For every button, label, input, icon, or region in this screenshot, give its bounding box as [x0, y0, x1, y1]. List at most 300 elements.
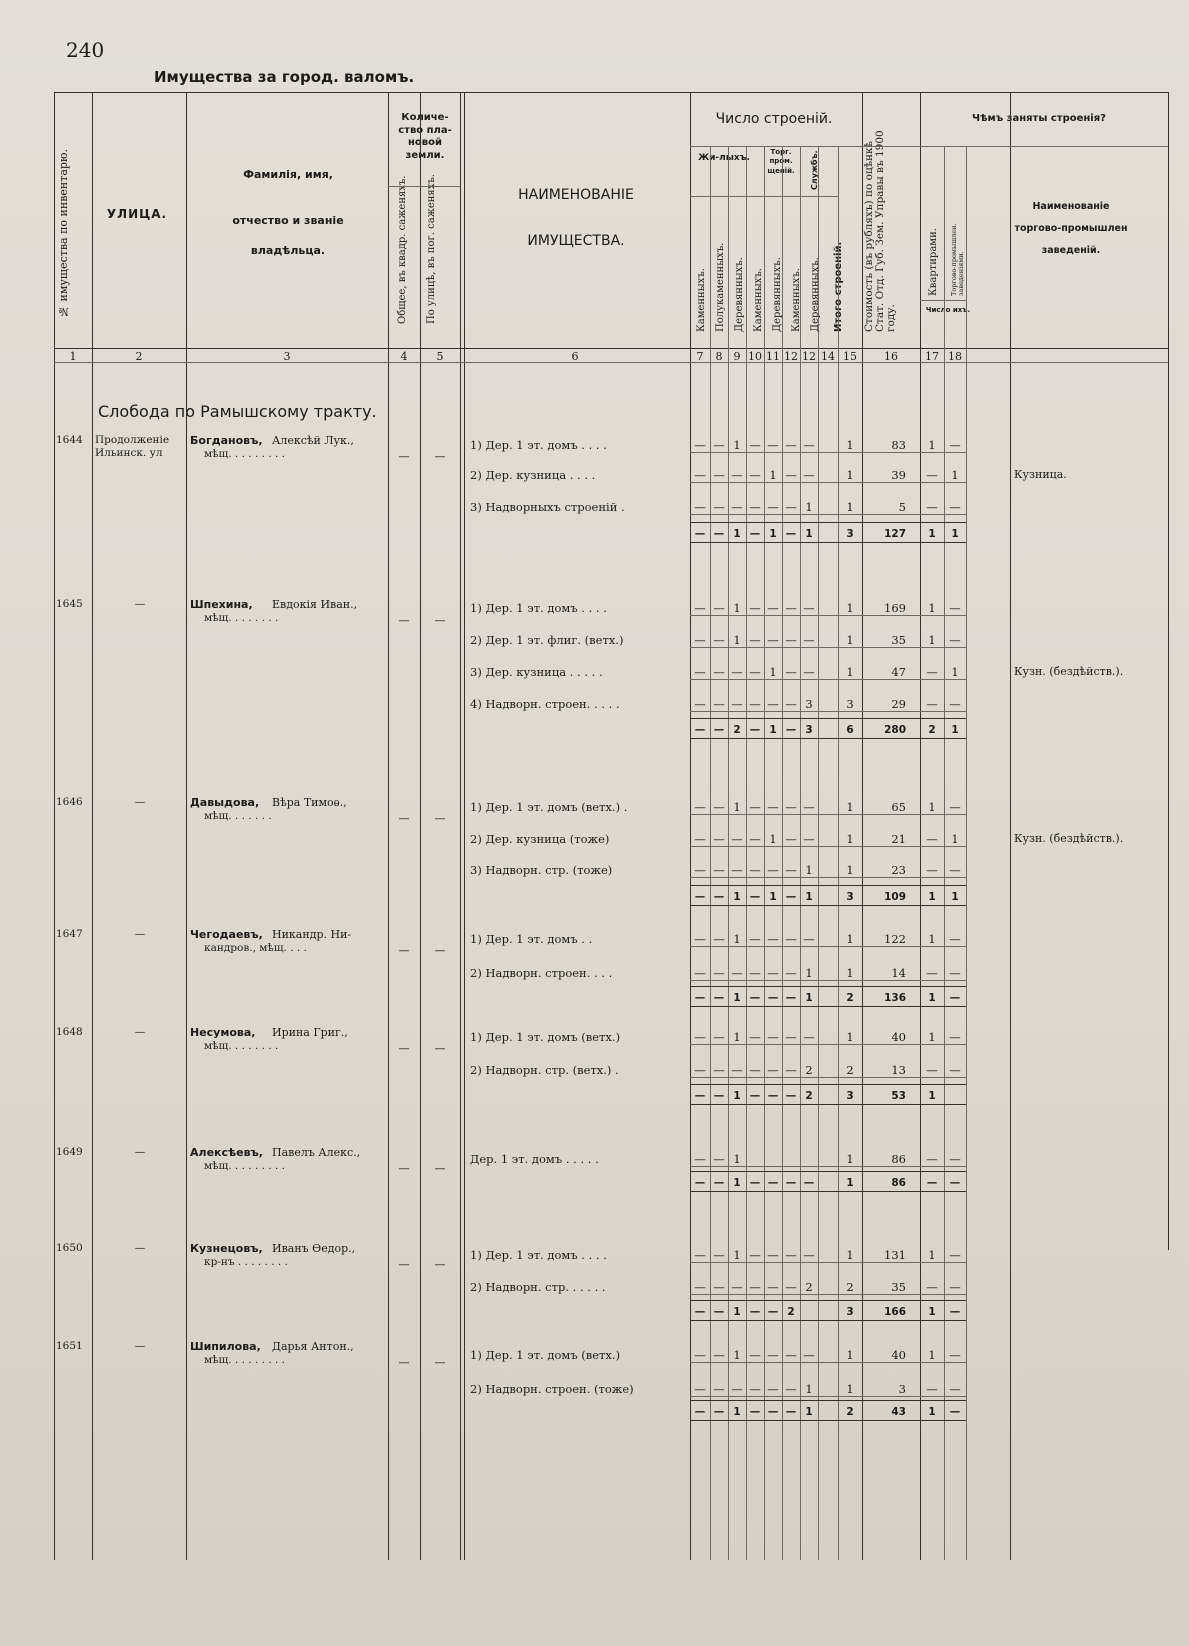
- establishments-count: —: [949, 966, 961, 980]
- building-count-cell: 1: [846, 665, 854, 679]
- owner-surname: Шпехина,: [190, 598, 253, 611]
- property-item-name: 1) Дер. 1 эт. домъ . . . .: [470, 601, 607, 615]
- building-count-cell: 1: [733, 633, 741, 647]
- building-count-cell: —: [713, 633, 725, 647]
- apartments-count: 1: [928, 601, 936, 615]
- building-count-cell: —: [749, 1348, 761, 1362]
- building-count-cell: 1: [733, 1248, 741, 1262]
- header-service: Службъ.: [810, 150, 819, 190]
- building-count-cell: —: [731, 1280, 743, 1294]
- building-count-cell: —: [785, 1063, 797, 1077]
- property-item-name: 1) Дер. 1 эт. домъ (ветх.): [470, 1030, 621, 1044]
- building-count-cell: 1: [769, 665, 777, 679]
- total-building-count: —: [749, 724, 761, 736]
- owner-surname: Давыдова,: [190, 796, 260, 809]
- land-area-street: —: [434, 1042, 446, 1055]
- total-building-count: —: [694, 1090, 706, 1102]
- apartments-count: —: [926, 966, 938, 980]
- header-owner-line3: владѣльца.: [250, 244, 326, 257]
- total-building-count: 1: [733, 1090, 741, 1102]
- rule-vertical: [388, 92, 389, 1560]
- building-count-cell: —: [713, 832, 725, 846]
- total-building-count: —: [713, 528, 725, 540]
- owner-given-names: Никандр. Ни-: [272, 928, 352, 941]
- apartments-count: —: [926, 697, 938, 711]
- building-count-cell: —: [785, 1248, 797, 1262]
- total-value: 86: [891, 1177, 906, 1189]
- establishments-count: —: [949, 1030, 961, 1044]
- building-count-cell: 1: [846, 863, 854, 877]
- establishment-name: Кузн. (бездѣйств.).: [1014, 832, 1124, 845]
- building-count-cell: —: [713, 1063, 725, 1077]
- establishments-count: —: [949, 1348, 961, 1362]
- building-count-cell: 1: [846, 1152, 854, 1166]
- building-count-cell: 2: [805, 1063, 813, 1077]
- building-count-cell: —: [749, 832, 761, 846]
- building-count-cell: —: [749, 1063, 761, 1077]
- building-count-cell: —: [767, 601, 779, 615]
- building-count-cell: 1: [846, 1348, 854, 1362]
- land-area-street: —: [434, 614, 446, 627]
- total-building-count: 1: [733, 1306, 741, 1318]
- inventory-number: 1648: [56, 1026, 83, 1038]
- building-count-cell: —: [713, 468, 725, 482]
- rule-horizontal: [690, 1262, 966, 1263]
- property-item-name: 2) Дер. кузница . . . .: [470, 468, 596, 482]
- property-item-name: 2) Надворн. стр. . . . . .: [470, 1280, 606, 1294]
- street-name: Продолженіе Ильинск. ул: [95, 434, 170, 459]
- owner-rank: мѣщ. . . . . . . .: [204, 612, 279, 624]
- land-area-street: —: [434, 944, 446, 957]
- building-count-cell: —: [731, 966, 743, 980]
- apartments-count: —: [926, 832, 938, 846]
- header-residential: Жи-лыхъ.: [698, 153, 750, 163]
- building-count-cell: —: [713, 1348, 725, 1362]
- total-building-count: —: [713, 992, 725, 1004]
- building-count-cell: —: [694, 500, 706, 514]
- column-number: 11: [766, 350, 780, 363]
- property-item-name: 2) Дер. 1 эт. флиг. (ветх.): [470, 633, 624, 647]
- total-building-count: 1: [769, 724, 777, 736]
- total-building-count: 1: [733, 1406, 741, 1418]
- property-value: 21: [891, 832, 906, 846]
- header-col-wooden2: Деревянныхъ.: [772, 257, 783, 332]
- rule-horizontal: [690, 1320, 966, 1321]
- building-count-cell: —: [767, 1248, 779, 1262]
- building-count-cell: —: [713, 1382, 725, 1396]
- building-count-cell: —: [694, 1382, 706, 1396]
- building-count-cell: —: [785, 832, 797, 846]
- building-count-cell: —: [694, 438, 706, 452]
- building-count-cell: —: [694, 1152, 706, 1166]
- header-owner-line1: Фамилія, имя,: [243, 168, 333, 181]
- column-number: 18: [948, 350, 962, 363]
- apartments-count: —: [926, 1152, 938, 1166]
- rule-horizontal: [690, 482, 966, 483]
- building-count-cell: —: [803, 601, 815, 615]
- property-value: 29: [891, 697, 906, 711]
- total-building-count: 3: [846, 1090, 854, 1102]
- property-value: 39: [891, 468, 906, 482]
- header-street: УЛИЦА.: [106, 207, 168, 221]
- owner-surname: Шипилова,: [190, 1340, 261, 1353]
- owner-rank: мѣщ. . . . . . . . .: [204, 1160, 286, 1172]
- building-count-cell: —: [767, 863, 779, 877]
- building-count-cell: 1: [846, 1030, 854, 1044]
- building-count-cell: —: [694, 932, 706, 946]
- building-count-cell: —: [694, 1030, 706, 1044]
- building-count-cell: —: [713, 863, 725, 877]
- rule-horizontal: [690, 1077, 966, 1078]
- total-building-count: —: [767, 1090, 779, 1102]
- column-number: 6: [571, 350, 579, 363]
- establishments-count: —: [949, 1152, 961, 1166]
- total-establishments: —: [949, 992, 961, 1004]
- total-building-count: —: [749, 1177, 761, 1189]
- column-number: 1: [69, 350, 77, 363]
- building-count-cell: —: [803, 832, 815, 846]
- total-building-count: —: [767, 1177, 779, 1189]
- street-name: —: [134, 598, 146, 610]
- rule-horizontal: [690, 1166, 966, 1167]
- column-number: 15: [843, 350, 857, 363]
- total-building-count: 2: [846, 992, 854, 1004]
- building-count-cell: —: [785, 932, 797, 946]
- establishments-count: —: [949, 1280, 961, 1294]
- property-value: 65: [891, 800, 906, 814]
- building-count-cell: —: [694, 1063, 706, 1077]
- property-item-name: 2) Надворн. стр. (ветх.) .: [470, 1063, 619, 1077]
- rule-horizontal: [690, 1300, 966, 1301]
- building-count-cell: —: [731, 500, 743, 514]
- building-count-cell: —: [785, 966, 797, 980]
- building-count-cell: —: [803, 1248, 815, 1262]
- total-building-count: —: [785, 724, 797, 736]
- building-count-cell: —: [803, 468, 815, 482]
- inventory-number: 1649: [56, 1146, 83, 1158]
- land-area-total: —: [398, 1258, 410, 1271]
- building-count-cell: 1: [846, 468, 854, 482]
- header-trade: Торг. пром. щеній.: [767, 148, 795, 175]
- rule-horizontal: [690, 514, 966, 515]
- building-count-cell: —: [767, 932, 779, 946]
- rule-horizontal: [690, 1104, 966, 1105]
- street-name: —: [134, 1242, 146, 1254]
- establishments-count: —: [949, 932, 961, 946]
- land-area-street: —: [434, 812, 446, 825]
- total-apartments: 2: [928, 724, 936, 736]
- building-count-cell: —: [694, 697, 706, 711]
- land-area-total: —: [398, 812, 410, 825]
- rule-horizontal: [690, 877, 966, 878]
- rule-horizontal: [690, 1362, 966, 1363]
- apartments-count: —: [926, 468, 938, 482]
- column-number: 9: [733, 350, 741, 363]
- property-value: 5: [898, 500, 906, 514]
- rule-horizontal: [690, 846, 966, 847]
- column-number: 10: [748, 350, 762, 363]
- total-value: 166: [884, 1306, 906, 1318]
- property-item-name: 2) Надворн. строен. . . .: [470, 966, 613, 980]
- apartments-count: —: [926, 1063, 938, 1077]
- building-count-cell: —: [749, 438, 761, 452]
- building-count-cell: 1: [846, 1382, 854, 1396]
- column-number: 16: [884, 350, 898, 363]
- header-owner-line2: отчество и званіе: [232, 214, 344, 227]
- inventory-number: 1651: [56, 1340, 83, 1352]
- building-count-cell: 1: [846, 932, 854, 946]
- building-count-cell: 1: [733, 800, 741, 814]
- inventory-number: 1645: [56, 598, 83, 610]
- total-building-count: —: [694, 724, 706, 736]
- building-count-cell: —: [713, 665, 725, 679]
- header-col-wooden3: Деревянныхъ.: [810, 257, 821, 332]
- running-title: Имущества за город. валомъ.: [154, 68, 415, 86]
- building-count-cell: —: [749, 1382, 761, 1396]
- total-establishments: 1: [951, 528, 959, 540]
- property-item-name: 1) Дер. 1 эт. домъ (ветх.) .: [470, 800, 628, 814]
- total-building-count: 3: [846, 528, 854, 540]
- total-building-count: —: [713, 724, 725, 736]
- rule-horizontal: [690, 980, 966, 981]
- building-count-cell: —: [713, 697, 725, 711]
- column-number: 4: [400, 350, 408, 363]
- property-value: 169: [884, 601, 906, 615]
- total-building-count: 6: [846, 724, 854, 736]
- building-count-cell: —: [785, 633, 797, 647]
- property-item-name: Дер. 1 эт. домъ . . . . .: [470, 1152, 599, 1166]
- owner-surname: Алексѣевъ,: [190, 1146, 263, 1159]
- building-count-cell: —: [749, 697, 761, 711]
- total-value: 127: [884, 528, 906, 540]
- header-occupied: Чѣмъ заняты строенія?: [972, 113, 1106, 124]
- total-building-count: —: [713, 1090, 725, 1102]
- property-value: 35: [891, 1280, 906, 1294]
- rule-horizontal: [690, 542, 966, 543]
- building-count-cell: —: [767, 1030, 779, 1044]
- total-building-count: 1: [846, 1177, 854, 1189]
- building-count-cell: —: [803, 800, 815, 814]
- column-number: 7: [696, 350, 704, 363]
- owner-rank: мѣщ. . . . . . . . .: [204, 448, 286, 460]
- property-item-name: 4) Надворн. строен. . . . .: [470, 697, 620, 711]
- establishments-count: —: [949, 800, 961, 814]
- header-property-line2: ИМУЩЕСТВА.: [527, 233, 625, 249]
- rule-horizontal: [690, 1396, 966, 1397]
- header-col-stone: Каменныхъ.: [696, 268, 707, 332]
- header-count: Число ихъ.: [925, 306, 971, 314]
- building-count-cell: 2: [846, 1280, 854, 1294]
- building-count-cell: —: [749, 863, 761, 877]
- total-building-count: 3: [846, 891, 854, 903]
- building-count-cell: 1: [733, 1030, 741, 1044]
- owner-given-names: Павелъ Алекс.,: [272, 1146, 361, 1159]
- building-count-cell: —: [731, 468, 743, 482]
- total-building-count: 1: [769, 891, 777, 903]
- establishments-count: —: [949, 1382, 961, 1396]
- property-value: 23: [891, 863, 906, 877]
- building-count-cell: 1: [805, 966, 813, 980]
- apartments-count: —: [926, 1280, 938, 1294]
- building-count-cell: —: [785, 468, 797, 482]
- total-building-count: —: [785, 528, 797, 540]
- rule-horizontal: [690, 146, 920, 147]
- rule-horizontal: [690, 1294, 966, 1295]
- building-count-cell: —: [785, 1030, 797, 1044]
- property-value: 35: [891, 633, 906, 647]
- rule-horizontal: [690, 1400, 966, 1401]
- property-value: 131: [884, 1248, 906, 1262]
- building-count-cell: —: [785, 800, 797, 814]
- building-count-cell: —: [694, 665, 706, 679]
- property-value: 122: [884, 932, 906, 946]
- total-building-count: 1: [805, 528, 813, 540]
- land-area-street: —: [434, 1356, 446, 1369]
- inventory-number: 1646: [56, 796, 83, 808]
- total-building-count: 3: [846, 1306, 854, 1318]
- total-building-count: —: [785, 1406, 797, 1418]
- rule-horizontal: [690, 1044, 966, 1045]
- property-value: 83: [891, 438, 906, 452]
- building-count-cell: 2: [805, 1280, 813, 1294]
- rule-horizontal: [690, 1084, 966, 1085]
- column-number: 8: [715, 350, 723, 363]
- establishments-count: —: [949, 697, 961, 711]
- total-building-count: —: [694, 992, 706, 1004]
- land-area-total: —: [398, 944, 410, 957]
- building-count-cell: —: [749, 800, 761, 814]
- apartments-count: 1: [928, 1348, 936, 1362]
- building-count-cell: —: [694, 800, 706, 814]
- property-item-name: 3) Дер. кузница . . . . .: [470, 665, 603, 679]
- building-count-cell: —: [767, 800, 779, 814]
- column-number: 14: [821, 350, 835, 363]
- total-building-count: —: [785, 891, 797, 903]
- rule-horizontal: [690, 615, 966, 616]
- building-count-cell: —: [694, 863, 706, 877]
- total-apartments: 1: [928, 1090, 936, 1102]
- rule-horizontal: [690, 196, 838, 197]
- total-building-count: 1: [769, 528, 777, 540]
- establishments-count: 1: [951, 665, 959, 679]
- building-count-cell: —: [785, 1382, 797, 1396]
- rule-vertical: [1010, 92, 1011, 1560]
- building-count-cell: 1: [733, 1152, 741, 1166]
- total-building-count: 1: [733, 1177, 741, 1189]
- establishments-count: —: [949, 1248, 961, 1262]
- building-count-cell: —: [694, 633, 706, 647]
- property-value: 40: [891, 1348, 906, 1362]
- total-building-count: —: [749, 1406, 761, 1418]
- land-area-total: —: [398, 1162, 410, 1175]
- total-building-count: —: [713, 891, 725, 903]
- building-count-cell: —: [749, 468, 761, 482]
- rule-horizontal: [920, 146, 1168, 147]
- total-building-count: —: [803, 1177, 815, 1189]
- building-count-cell: 1: [846, 1248, 854, 1262]
- apartments-count: —: [926, 500, 938, 514]
- building-count-cell: —: [785, 1280, 797, 1294]
- property-item-name: 1) Дер. 1 эт. домъ . . . .: [470, 438, 607, 452]
- property-item-name: 3) Надворныхъ строеній .: [470, 500, 625, 514]
- rule-vertical: [460, 92, 461, 1560]
- building-count-cell: —: [785, 1348, 797, 1362]
- building-count-cell: —: [694, 1348, 706, 1362]
- property-item-name: 1) Дер. 1 эт. домъ . .: [470, 932, 593, 946]
- owner-surname: Несумова,: [190, 1026, 256, 1039]
- rule-horizontal: [690, 1191, 966, 1192]
- owner-surname: Чегодаевъ,: [190, 928, 263, 941]
- rule-vertical: [920, 92, 921, 1560]
- building-count-cell: 1: [846, 966, 854, 980]
- property-item-name: 1) Дер. 1 эт. домъ . . . .: [470, 1248, 607, 1262]
- land-area-total: —: [398, 1356, 410, 1369]
- owner-rank: мѣщ. . . . . . .: [204, 810, 272, 822]
- total-value: 43: [891, 1406, 906, 1418]
- building-count-cell: 1: [846, 601, 854, 615]
- building-count-cell: —: [713, 800, 725, 814]
- building-count-cell: —: [803, 1348, 815, 1362]
- property-value: 86: [891, 1152, 906, 1166]
- total-building-count: —: [749, 992, 761, 1004]
- total-building-count: —: [749, 1090, 761, 1102]
- total-building-count: 2: [787, 1306, 795, 1318]
- building-count-cell: —: [767, 1280, 779, 1294]
- header-buildings: Число строеній.: [715, 111, 833, 127]
- property-value: 13: [891, 1063, 906, 1077]
- rule-horizontal: [690, 905, 966, 906]
- building-count-cell: —: [694, 966, 706, 980]
- total-building-count: —: [785, 1090, 797, 1102]
- owner-given-names: Иванъ Ѳедор.,: [272, 1242, 356, 1255]
- total-establishments: 1: [951, 724, 959, 736]
- building-count-cell: —: [713, 1280, 725, 1294]
- building-count-cell: 1: [805, 1382, 813, 1396]
- building-count-cell: —: [785, 500, 797, 514]
- rule-horizontal: [388, 186, 460, 187]
- inventory-number: 1647: [56, 928, 83, 940]
- rule-vertical: [92, 92, 93, 1560]
- owner-given-names: Дарья Антон.,: [272, 1340, 354, 1353]
- rule-horizontal: [690, 946, 966, 947]
- building-count-cell: —: [803, 932, 815, 946]
- total-building-count: 3: [805, 724, 813, 736]
- header-col-stone3: Каменныхъ.: [791, 268, 802, 332]
- total-building-count: 1: [805, 992, 813, 1004]
- rule-horizontal: [690, 738, 966, 739]
- establishments-count: —: [949, 633, 961, 647]
- rule-horizontal: [690, 711, 966, 712]
- apartments-count: 1: [928, 1030, 936, 1044]
- total-building-count: —: [713, 1177, 725, 1189]
- building-count-cell: —: [749, 665, 761, 679]
- property-item-name: 2) Надворн. строен. (тоже): [470, 1382, 634, 1396]
- header-establishment-name: Наименованіе торгово-промышлен заведеній.: [1014, 201, 1128, 256]
- land-area-street: —: [434, 1162, 446, 1175]
- owner-surname: Богдановъ,: [190, 434, 263, 447]
- establishments-count: —: [949, 863, 961, 877]
- header-total-buildings: Итого строеній.: [833, 241, 844, 332]
- owner-surname: Кузнецовъ,: [190, 1242, 263, 1255]
- building-count-cell: —: [767, 1348, 779, 1362]
- total-apartments: —: [926, 1177, 938, 1189]
- header-land-street: По улицѣ, въ пог. саженяхъ.: [426, 174, 437, 324]
- property-item-name: 2) Дер. кузница (тоже): [470, 832, 610, 846]
- total-apartments: 1: [928, 1306, 936, 1318]
- total-value: 53: [891, 1090, 906, 1102]
- total-building-count: —: [749, 1306, 761, 1318]
- building-count-cell: —: [749, 1248, 761, 1262]
